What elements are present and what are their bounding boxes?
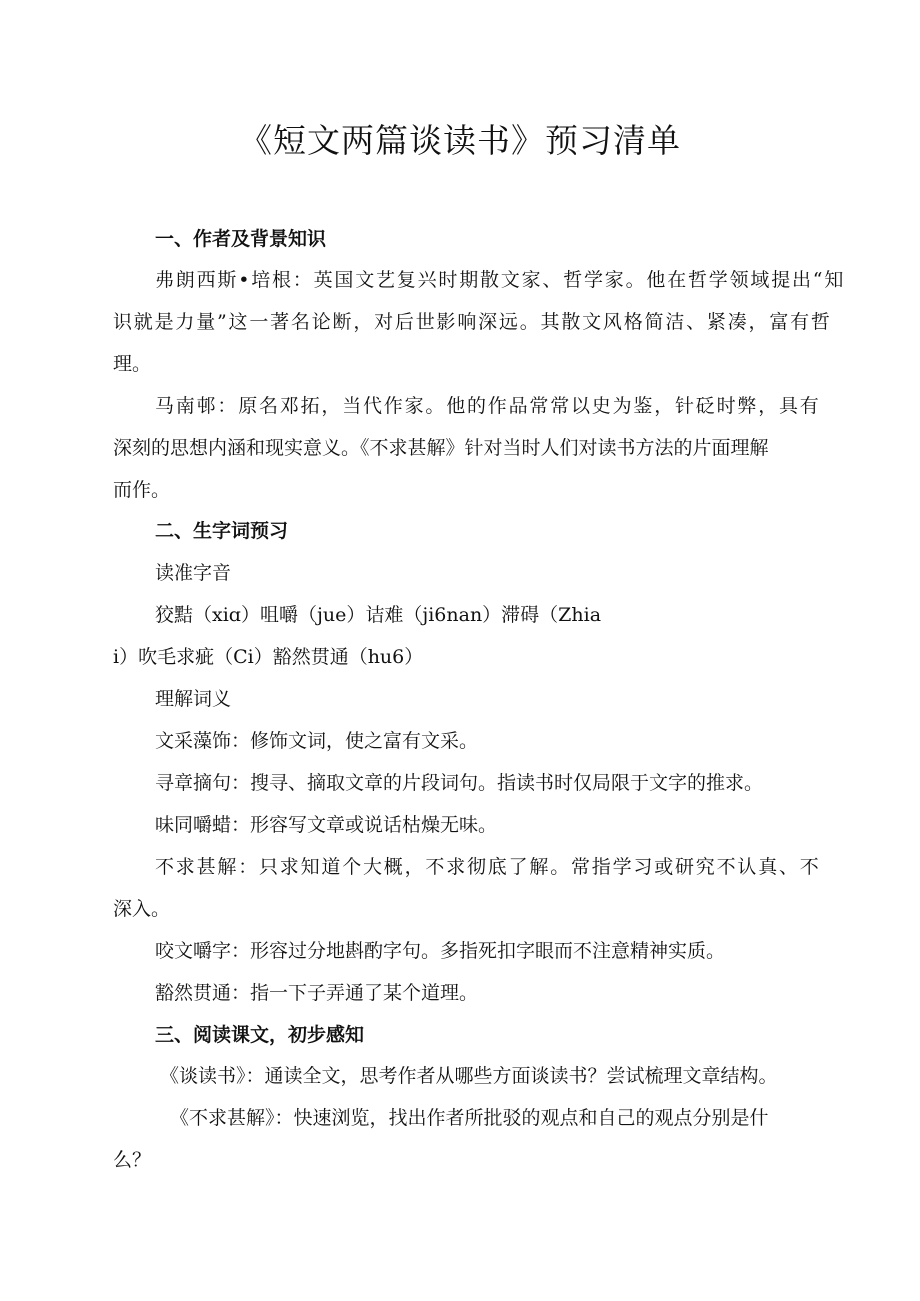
- paragraph-line: 马南邨：原名邓拓，当代作家。他的作品常常以史为鉴，针砭时弊，具有: [155, 395, 821, 417]
- page-title: 《短文两篇谈读书》预习清单: [239, 121, 681, 160]
- section-heading-reading: 三、阅读课文，初步感知: [155, 1024, 365, 1046]
- term-definition: 深入。: [113, 898, 171, 920]
- paragraph-line: 而作。: [113, 479, 171, 501]
- reading-question: 《不求甚解》：快速浏览，找出作者所批驳的观点和自己的观点分别是什: [170, 1107, 769, 1129]
- term-definition: 味同嚼蜡：形容写文章或说话枯燥无味。: [155, 814, 498, 836]
- term-definition: 咬文嚼字：形容过分地斟酌字句。多指死扣字眼而不注意精神实质。: [155, 940, 726, 962]
- paragraph-line: 弗朗西斯•培根：英国文艺复兴时期散文家、哲学家。他在哲学领域提出“知: [155, 269, 846, 291]
- paragraph-line: 深刻的思想内涵和现实意义。《不求甚解》针对当时人们对读书方法的片面理解: [113, 437, 769, 459]
- paragraph-line: 识就是力量”这一著名论断，对后世影响深远。其散文风格简洁、紧凑，富有哲: [113, 311, 832, 333]
- reading-question: 《谈读书》：通读全文，思考作者从哪些方面谈读书？尝试梳理文章结构。: [160, 1065, 778, 1087]
- term-definition: 豁然贯通：指一下子弄通了某个道理。: [155, 982, 479, 1004]
- pronunciation-line: 狡黠（xiɑ）咀嚼（jue）诘难（ji6nan）滞碍（Zhia: [155, 604, 602, 626]
- section-heading-author: 一、作者及背景知识: [155, 228, 327, 250]
- reading-question: 么？: [113, 1149, 152, 1171]
- section-heading-vocab: 二、生字词预习: [155, 520, 289, 542]
- term-definition: 寻章摘句：搜寻、摘取文章的片段词句。指读书时仅局限于文字的推求。: [155, 772, 764, 794]
- paragraph-line: 理。: [113, 353, 152, 375]
- pronunciation-line: i）吹毛求疵（Ci）豁然贯通（hu6）: [113, 646, 424, 668]
- term-definition: 文采藻饰：修饰文词，使之富有文采。: [155, 730, 479, 752]
- term-definition: 不求甚解：只求知道个大概，不求彻底了解。常指学习或研究不认真、不: [155, 856, 821, 878]
- pronunciation-label: 读准字音: [155, 562, 232, 584]
- meaning-label: 理解词义: [155, 688, 232, 710]
